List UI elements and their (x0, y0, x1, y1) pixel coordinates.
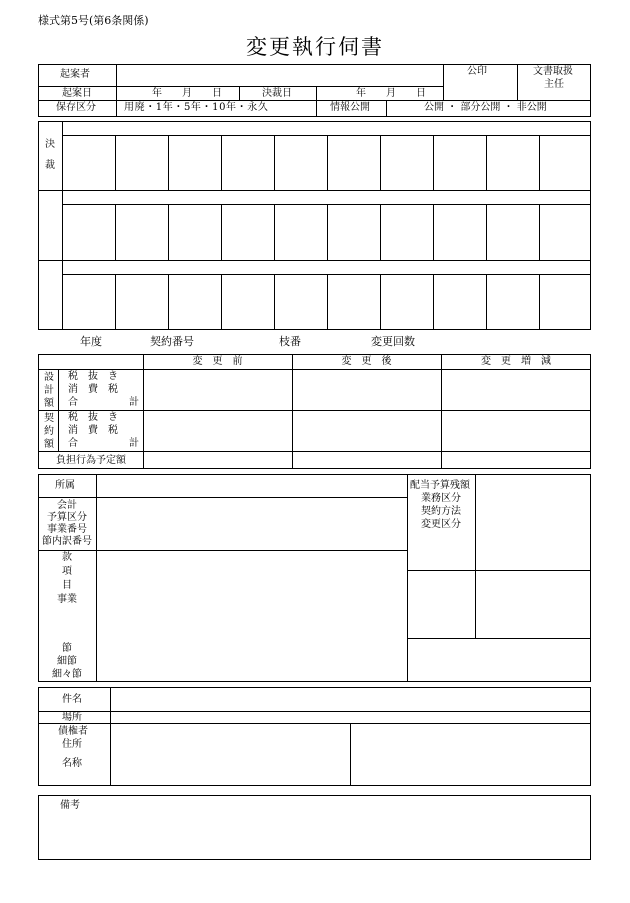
sub-section-label: 細節 (57, 656, 77, 667)
form-number: 様式第5号(第6条関係) (38, 14, 149, 27)
drafter-label: 起案者 (60, 69, 90, 80)
contract-consumption-tax: 消費税 (68, 425, 128, 436)
planned-burden-label: 負担行為予定額 (56, 455, 126, 466)
col-diff: 変 更 増 減 (481, 356, 551, 367)
sub-sub-section-label: 細々節 (52, 669, 82, 680)
retention-label: 保存区分 (56, 102, 96, 113)
kan-label: 款 (62, 552, 72, 563)
draft-date-label: 起案日 (62, 88, 92, 99)
approval-date-label: 決裁日 (262, 88, 292, 99)
document-handling-label: 文書取扱 (533, 66, 573, 77)
kou-label: 項 (62, 566, 72, 577)
draft-date-value[interactable]: 年 月 日 (152, 88, 222, 99)
col-after: 変 更 後 (341, 356, 392, 367)
branch-number-label: 枝番 (279, 335, 301, 348)
disclosure-options[interactable]: 公開 ・ 部分公開 ・ 非公開 (424, 102, 547, 113)
business-category-label: 業務区分 (421, 493, 461, 504)
setsu-label: 節 (62, 643, 72, 654)
subject-label: 件名 (62, 694, 82, 705)
design-tax-excluded: 税抜き (68, 371, 128, 382)
change-count-label: 変更回数 (371, 335, 415, 348)
account-label: 会計 (57, 500, 77, 511)
change-category-label: 変更区分 (421, 519, 461, 530)
col-before: 変 更 前 (192, 356, 243, 367)
jigyo-label: 事業 (57, 594, 77, 605)
address-label: 住所 (62, 739, 82, 750)
contract-tax-excluded: 税抜き (68, 412, 128, 423)
design-total: 合計 (68, 397, 190, 408)
budget-section (38, 474, 591, 682)
design-consumption-tax: 消費税 (68, 384, 128, 395)
approval-grid (38, 121, 591, 330)
supervisor-label: 主任 (544, 79, 564, 90)
disclosure-label: 情報公開 (330, 102, 370, 113)
contract-method-label: 契約方法 (421, 506, 461, 517)
project-section (38, 687, 591, 786)
page-title: 変更執行伺書 (246, 35, 384, 59)
department-label: 所属 (55, 480, 75, 491)
approval-date-value[interactable]: 年 月 日 (356, 88, 426, 99)
allocated-balance-label: 配当予算残額 (410, 480, 470, 491)
location-label: 場所 (62, 712, 82, 723)
moku-label: 目 (62, 580, 72, 591)
name-label: 名称 (62, 758, 82, 769)
remarks-box[interactable] (38, 795, 591, 860)
official-seal-label: 公印 (467, 66, 487, 77)
remarks-label: 備考 (60, 800, 80, 811)
approval-label-2: 裁 (45, 160, 55, 171)
approval-label-1: 決 (45, 139, 55, 150)
retention-options[interactable]: 用廃・1年・5年・10年・永久 (124, 102, 269, 113)
fiscal-year-label: 年度 (80, 335, 102, 348)
project-number-label: 事業番号 (47, 524, 87, 535)
budget-category-label: 予算区分 (47, 512, 87, 523)
design-amount-label: 設計額 (44, 372, 54, 409)
contract-total: 合計 (68, 438, 190, 449)
drafter-field[interactable] (117, 65, 442, 85)
creditor-label: 債権者 (58, 726, 88, 737)
contract-amount-label: 契約額 (44, 413, 54, 450)
contract-number-label: 契約番号 (150, 335, 194, 348)
section-breakdown-label: 節内訳番号 (42, 536, 92, 547)
